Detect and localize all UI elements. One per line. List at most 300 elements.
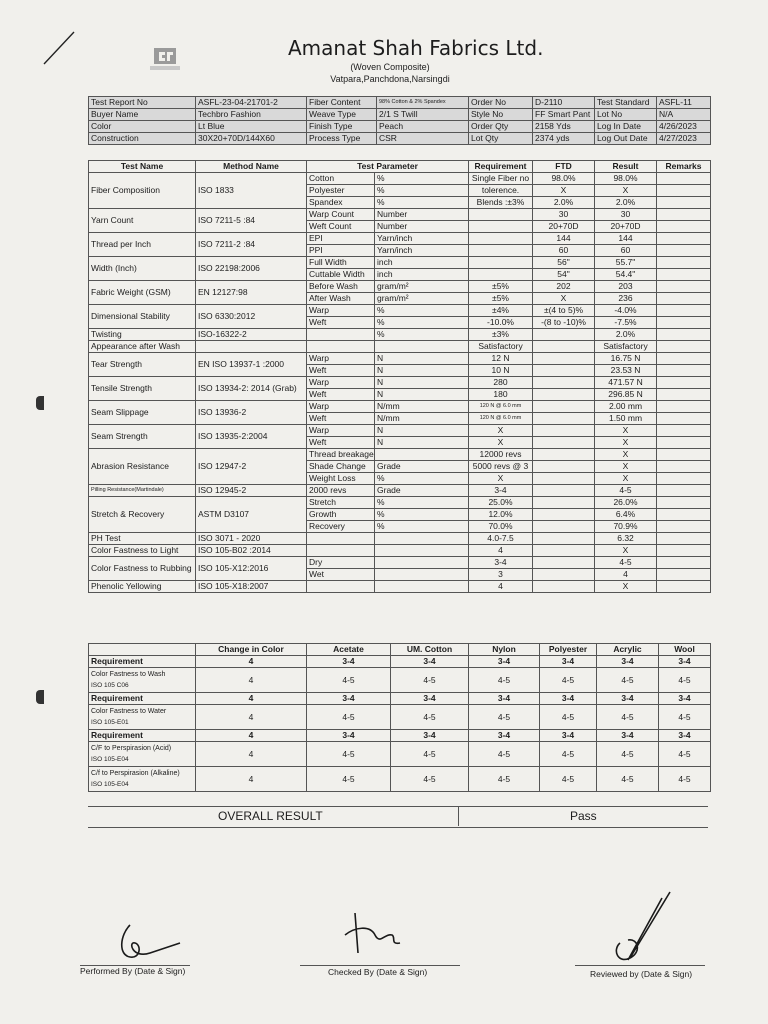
table-cell: Lt Blue	[196, 121, 307, 133]
table-cell: 3-4	[659, 730, 711, 742]
table-cell: Spandex	[307, 197, 375, 209]
table-cell: 4	[196, 693, 307, 705]
test-results-table	[88, 160, 711, 593]
table-cell: EPI	[307, 233, 375, 245]
table-cell: 280	[469, 377, 533, 389]
table-cell: Process Type	[307, 133, 377, 145]
table-cell	[533, 509, 595, 521]
table-cell: 180	[469, 389, 533, 401]
column-header: Polyester	[540, 644, 597, 656]
test-method: ISO 105-B02 :2014	[196, 545, 307, 557]
table-cell: Style No	[469, 109, 533, 121]
table-cell: 70.9%	[595, 521, 657, 533]
table-cell	[657, 317, 711, 329]
row-label-text: C/f to Perspirasion (Alkaline)	[91, 770, 180, 777]
company-address: Vatpara,Panchdona,Narsingdi	[330, 74, 450, 84]
table-cell: -7.5%	[595, 317, 657, 329]
table-cell: Full Width	[307, 257, 375, 269]
test-method: ISO 6330:2012	[196, 305, 307, 329]
table-cell: 4-5	[307, 668, 391, 693]
table-cell: %	[375, 329, 469, 341]
table-cell	[533, 353, 595, 365]
table-row	[89, 656, 711, 668]
table-cell	[533, 425, 595, 437]
column-header: Acetate	[307, 644, 391, 656]
table-cell: 2.0%	[595, 197, 657, 209]
table-cell: N/mm	[375, 401, 469, 413]
table-row	[89, 329, 711, 341]
table-cell: 3-4	[659, 693, 711, 705]
column-header	[89, 644, 196, 656]
table-cell: 3-4	[391, 656, 469, 668]
test-name: Thread per Inch	[89, 233, 196, 257]
table-cell	[469, 257, 533, 269]
table-cell: N	[375, 389, 469, 401]
table-cell	[533, 521, 595, 533]
table-row	[89, 233, 711, 245]
table-cell: 12.0%	[469, 509, 533, 521]
test-name: Yarn Count	[89, 209, 196, 233]
table-cell: Cotton	[307, 173, 375, 185]
row-label-standard: ISO 105-E04	[91, 781, 129, 788]
table-cell	[533, 449, 595, 461]
table-cell: N	[375, 377, 469, 389]
table-cell: 4-5	[391, 742, 469, 767]
table-cell: ±5%	[469, 293, 533, 305]
overall-result-label: OVERALL RESULT	[218, 809, 323, 823]
table-cell: Number	[375, 221, 469, 233]
test-method: ISO 12945-2	[196, 485, 307, 497]
table-cell: 3-4	[597, 730, 659, 742]
table-row	[89, 545, 711, 557]
table-cell: %	[375, 521, 469, 533]
table-cell: CSR	[377, 133, 469, 145]
table-cell: 3-4	[540, 656, 597, 668]
table-cell: X	[469, 473, 533, 485]
table-cell: 4	[196, 730, 307, 742]
table-cell: 4-5	[597, 705, 659, 730]
table-cell: 60	[533, 245, 595, 257]
table-cell: 3-4	[469, 730, 540, 742]
test-method: ISO 12947-2	[196, 449, 307, 485]
column-header: UM. Cotton	[391, 644, 469, 656]
test-name: Width (Inch)	[89, 257, 196, 281]
column-header: Requirement	[469, 161, 533, 173]
table-cell: Number	[375, 209, 469, 221]
table-cell	[375, 533, 469, 545]
table-cell	[657, 497, 711, 509]
table-cell: 3-4	[540, 693, 597, 705]
row-label	[89, 767, 196, 792]
table-cell: 4-5	[597, 668, 659, 693]
table-cell: 6.32	[595, 533, 657, 545]
table-cell: 4-5	[307, 742, 391, 767]
table-cell: Lot No	[595, 109, 657, 121]
punch-hole-mark	[36, 396, 44, 410]
table-cell: 120 N @ 6.0 mm	[469, 401, 533, 413]
table-cell: 4	[595, 569, 657, 581]
table-cell: Fiber Content	[307, 97, 377, 109]
table-cell	[533, 581, 595, 593]
table-cell	[533, 485, 595, 497]
table-cell: 3-4	[469, 557, 533, 569]
table-cell: X	[469, 425, 533, 437]
table-cell: 3-4	[659, 656, 711, 668]
table-cell: %	[375, 185, 469, 197]
table-cell	[657, 521, 711, 533]
table-cell: Cuttable Width	[307, 269, 375, 281]
table-cell: Weft	[307, 413, 375, 425]
table-cell: 54.4"	[595, 269, 657, 281]
table-cell	[657, 209, 711, 221]
table-cell: 3-4	[540, 730, 597, 742]
table-cell: 144	[595, 233, 657, 245]
table-cell: Before Wash	[307, 281, 375, 293]
table-cell	[657, 485, 711, 497]
table-cell: 4-5	[307, 767, 391, 792]
test-method	[196, 341, 307, 353]
table-cell: 4-5	[540, 742, 597, 767]
table-cell: %	[375, 317, 469, 329]
table-cell: 4-5	[469, 767, 540, 792]
table-cell: -(8 to -10)%	[533, 317, 595, 329]
table-row	[89, 533, 711, 545]
table-row	[89, 341, 711, 353]
table-row	[89, 305, 711, 317]
table-cell: 4-5	[659, 767, 711, 792]
table-cell: 3	[469, 569, 533, 581]
table-cell	[657, 377, 711, 389]
table-cell: Polyester	[307, 185, 375, 197]
test-name: Tear Strength	[89, 353, 196, 377]
table-cell: 236	[595, 293, 657, 305]
table-cell: -10.0%	[469, 317, 533, 329]
row-label-text: C/F to Perspirasion (Acid)	[91, 745, 172, 752]
table-cell	[375, 545, 469, 557]
table-row	[89, 730, 711, 742]
table-cell: 4	[196, 705, 307, 730]
table-cell	[533, 401, 595, 413]
table-cell	[657, 401, 711, 413]
row-label: Requirement	[89, 656, 196, 668]
test-method: ISO 7211-5 :84	[196, 209, 307, 233]
table-cell: Weft Count	[307, 221, 375, 233]
test-name: Appearance after Wash	[89, 341, 196, 353]
table-cell	[533, 545, 595, 557]
table-cell: %	[375, 509, 469, 521]
table-cell	[657, 257, 711, 269]
table-cell: Warp Count	[307, 209, 375, 221]
table-cell: 1.50 mm	[595, 413, 657, 425]
test-method: ISO 105-X12:2016	[196, 557, 307, 581]
table-cell: Recovery	[307, 521, 375, 533]
table-cell: 2158 Yds	[533, 121, 595, 133]
table-cell: inch	[375, 269, 469, 281]
table-cell: Wet	[307, 569, 375, 581]
table-cell	[469, 221, 533, 233]
test-name: Phenolic Yellowing	[89, 581, 196, 593]
table-cell	[307, 533, 375, 545]
table-cell	[657, 569, 711, 581]
company-subtitle: (Woven Composite)	[350, 62, 430, 72]
table-cell: 3-4	[469, 656, 540, 668]
column-header: Change in Color	[196, 644, 307, 656]
test-method: ISO 3071 - 2020	[196, 533, 307, 545]
table-cell: 120 N @ 6.0 mm	[469, 413, 533, 425]
table-cell: 55.7"	[595, 257, 657, 269]
table-cell	[469, 209, 533, 221]
test-name: Fiber Composition	[89, 173, 196, 209]
table-cell: 4.0-7.5	[469, 533, 533, 545]
table-cell	[375, 581, 469, 593]
table-row	[89, 497, 711, 509]
table-cell: Grade	[375, 461, 469, 473]
table-cell	[307, 329, 375, 341]
header-row	[89, 109, 711, 121]
table-row	[89, 173, 711, 185]
table-cell: Construction	[89, 133, 196, 145]
table-cell: X	[595, 473, 657, 485]
table-cell	[469, 269, 533, 281]
table-row	[89, 281, 711, 293]
table-cell: 2.0%	[595, 329, 657, 341]
column-header: Result	[595, 161, 657, 173]
table-cell	[533, 569, 595, 581]
table-cell: %	[375, 305, 469, 317]
table-cell: Weight Loss	[307, 473, 375, 485]
table-cell: Satisfactory	[469, 341, 533, 353]
table-row	[89, 668, 711, 693]
table-row	[89, 209, 711, 221]
header-row	[89, 121, 711, 133]
table-cell: %	[375, 497, 469, 509]
test-name: Color Fastness to Rubbing	[89, 557, 196, 581]
table-cell: 4-5	[540, 767, 597, 792]
table-cell: X	[533, 185, 595, 197]
table-cell: Warp	[307, 425, 375, 437]
table-cell	[307, 545, 375, 557]
table-cell: 2.0%	[533, 197, 595, 209]
table-cell: Finish Type	[307, 121, 377, 133]
table-row	[89, 485, 711, 497]
column-header: Method Name	[196, 161, 307, 173]
column-header: Wool	[659, 644, 711, 656]
checked-by-label: Checked By (Date & Sign)	[328, 967, 428, 977]
table-cell	[657, 473, 711, 485]
table-cell: Peach	[377, 121, 469, 133]
test-method: EN ISO 13937-1 :2000	[196, 353, 307, 377]
table-cell: inch	[375, 257, 469, 269]
table-cell	[657, 425, 711, 437]
table-cell: X	[595, 581, 657, 593]
table-cell: -4.0%	[595, 305, 657, 317]
table-cell: FF Smart Pant	[533, 109, 595, 121]
table-cell: 4-5	[391, 668, 469, 693]
table-cell: 2374 yds	[533, 133, 595, 145]
table-cell	[533, 473, 595, 485]
table-cell	[657, 557, 711, 569]
table-cell: Satisfactory	[595, 341, 657, 353]
table-cell: ±4%	[469, 305, 533, 317]
table-cell: tolerence.	[469, 185, 533, 197]
table-cell: X	[595, 461, 657, 473]
test-name: Dimensional Stability	[89, 305, 196, 329]
table-cell: X	[469, 437, 533, 449]
header-row	[89, 133, 711, 145]
table-cell	[657, 581, 711, 593]
table-cell: 25.0%	[469, 497, 533, 509]
table-cell	[657, 413, 711, 425]
table-cell: D-2110	[533, 97, 595, 109]
test-name: Stretch & Recovery	[89, 497, 196, 533]
table-cell: N/A	[657, 109, 711, 121]
table-cell: 54"	[533, 269, 595, 281]
table-cell: Dry	[307, 557, 375, 569]
table-cell	[375, 341, 469, 353]
table-cell	[657, 389, 711, 401]
table-cell: 296.85 N	[595, 389, 657, 401]
table-cell	[657, 221, 711, 233]
table-row	[89, 353, 711, 365]
table-cell	[657, 353, 711, 365]
table-cell: Thread breakage	[307, 449, 375, 461]
table-cell: 4-5	[597, 767, 659, 792]
table-cell: 30	[595, 209, 657, 221]
table-cell: 3-4	[391, 730, 469, 742]
table-cell: gram/m²	[375, 281, 469, 293]
row-label: Requirement	[89, 730, 196, 742]
table-cell: 4	[196, 742, 307, 767]
test-method: ISO 13934-2: 2014 (Grab)	[196, 377, 307, 401]
table-cell: 5000 revs @ 3	[469, 461, 533, 473]
table-cell: 12 N	[469, 353, 533, 365]
table-cell: 16.75 N	[595, 353, 657, 365]
table-cell: Warp	[307, 401, 375, 413]
company-name: Amanat Shah Fabrics Ltd.	[288, 36, 544, 60]
table-cell: 4-5	[469, 705, 540, 730]
table-cell: ±(4 to 5)%	[533, 305, 595, 317]
table-cell	[657, 437, 711, 449]
table-cell: 3-4	[597, 693, 659, 705]
table-cell: N	[375, 437, 469, 449]
table-row	[89, 705, 711, 730]
test-name: Abrasion Resistance	[89, 449, 196, 485]
table-cell: 4-5	[597, 742, 659, 767]
column-header: FTD	[533, 161, 595, 173]
table-cell	[375, 449, 469, 461]
column-header: Test Name	[89, 161, 196, 173]
table-cell	[657, 341, 711, 353]
table-cell	[375, 557, 469, 569]
table-cell: 4	[196, 668, 307, 693]
table-cell: 4-5	[595, 485, 657, 497]
table-cell	[533, 341, 595, 353]
table-cell	[375, 569, 469, 581]
table-cell: 144	[533, 233, 595, 245]
table-cell: 3-4	[307, 693, 391, 705]
table-cell: Warp	[307, 353, 375, 365]
test-method: ASTM D3107	[196, 497, 307, 533]
row-label-standard: ISO 105-E04	[91, 756, 129, 763]
table-cell: 4/26/2023	[657, 121, 711, 133]
table-cell: ±3%	[469, 329, 533, 341]
table-cell: X	[595, 449, 657, 461]
row-label-text: Color Fastness to Wash	[91, 671, 166, 678]
row-label	[89, 742, 196, 767]
table-cell: 2.00 mm	[595, 401, 657, 413]
table-row	[89, 377, 711, 389]
table-cell	[657, 293, 711, 305]
table-cell	[533, 329, 595, 341]
table-cell: 23.53 N	[595, 365, 657, 377]
table-cell	[657, 545, 711, 557]
table-cell	[307, 581, 375, 593]
table-cell: 6.4%	[595, 509, 657, 521]
performed-by-label: Performed By (Date & Sign)	[80, 966, 186, 976]
table-cell: Weft	[307, 317, 375, 329]
table-cell: Growth	[307, 509, 375, 521]
table-cell: 4-5	[659, 668, 711, 693]
table-cell: 2/1 S Twill	[377, 109, 469, 121]
table-cell: X	[533, 293, 595, 305]
table-cell: 4	[196, 767, 307, 792]
table-cell	[533, 533, 595, 545]
table-cell: N	[375, 353, 469, 365]
table-cell: X	[595, 437, 657, 449]
table-cell	[533, 365, 595, 377]
table-row	[89, 581, 711, 593]
table-cell: Blends :±3%	[469, 197, 533, 209]
table-cell: N	[375, 365, 469, 377]
table-cell: Warp	[307, 305, 375, 317]
test-method: ISO 13935-2:2004	[196, 425, 307, 449]
table-cell: After Wash	[307, 293, 375, 305]
test-method: ISO 1833	[196, 173, 307, 209]
table-cell: 4/27/2023	[657, 133, 711, 145]
table-cell	[657, 509, 711, 521]
table-row	[89, 767, 711, 792]
table-cell: Log In Date	[595, 121, 657, 133]
table-row	[89, 557, 711, 569]
table-cell	[533, 437, 595, 449]
table-cell: Single Fiber no	[469, 173, 533, 185]
test-name: PH Test	[89, 533, 196, 545]
table-cell: 2000 revs	[307, 485, 375, 497]
table-cell: Log Out Date	[595, 133, 657, 145]
table-cell	[469, 233, 533, 245]
table-cell: %	[375, 197, 469, 209]
table-cell	[533, 461, 595, 473]
row-label: Requirement	[89, 693, 196, 705]
table-cell: Weft	[307, 437, 375, 449]
color-fastness-table	[88, 643, 711, 792]
table-cell: 26.0%	[595, 497, 657, 509]
table-cell	[657, 281, 711, 293]
table-cell: 20+70D	[533, 221, 595, 233]
table-cell: Warp	[307, 377, 375, 389]
column-header: Nylon	[469, 644, 540, 656]
table-cell	[657, 185, 711, 197]
table-row	[89, 742, 711, 767]
table-cell: 98.0%	[533, 173, 595, 185]
table-cell: Shade Change	[307, 461, 375, 473]
table-cell: X	[595, 545, 657, 557]
table-cell: 4-5	[391, 705, 469, 730]
table-cell: 4-5	[595, 557, 657, 569]
performed-signature	[110, 915, 200, 965]
test-method: ISO 105-X18:2007	[196, 581, 307, 593]
table-cell	[469, 245, 533, 257]
